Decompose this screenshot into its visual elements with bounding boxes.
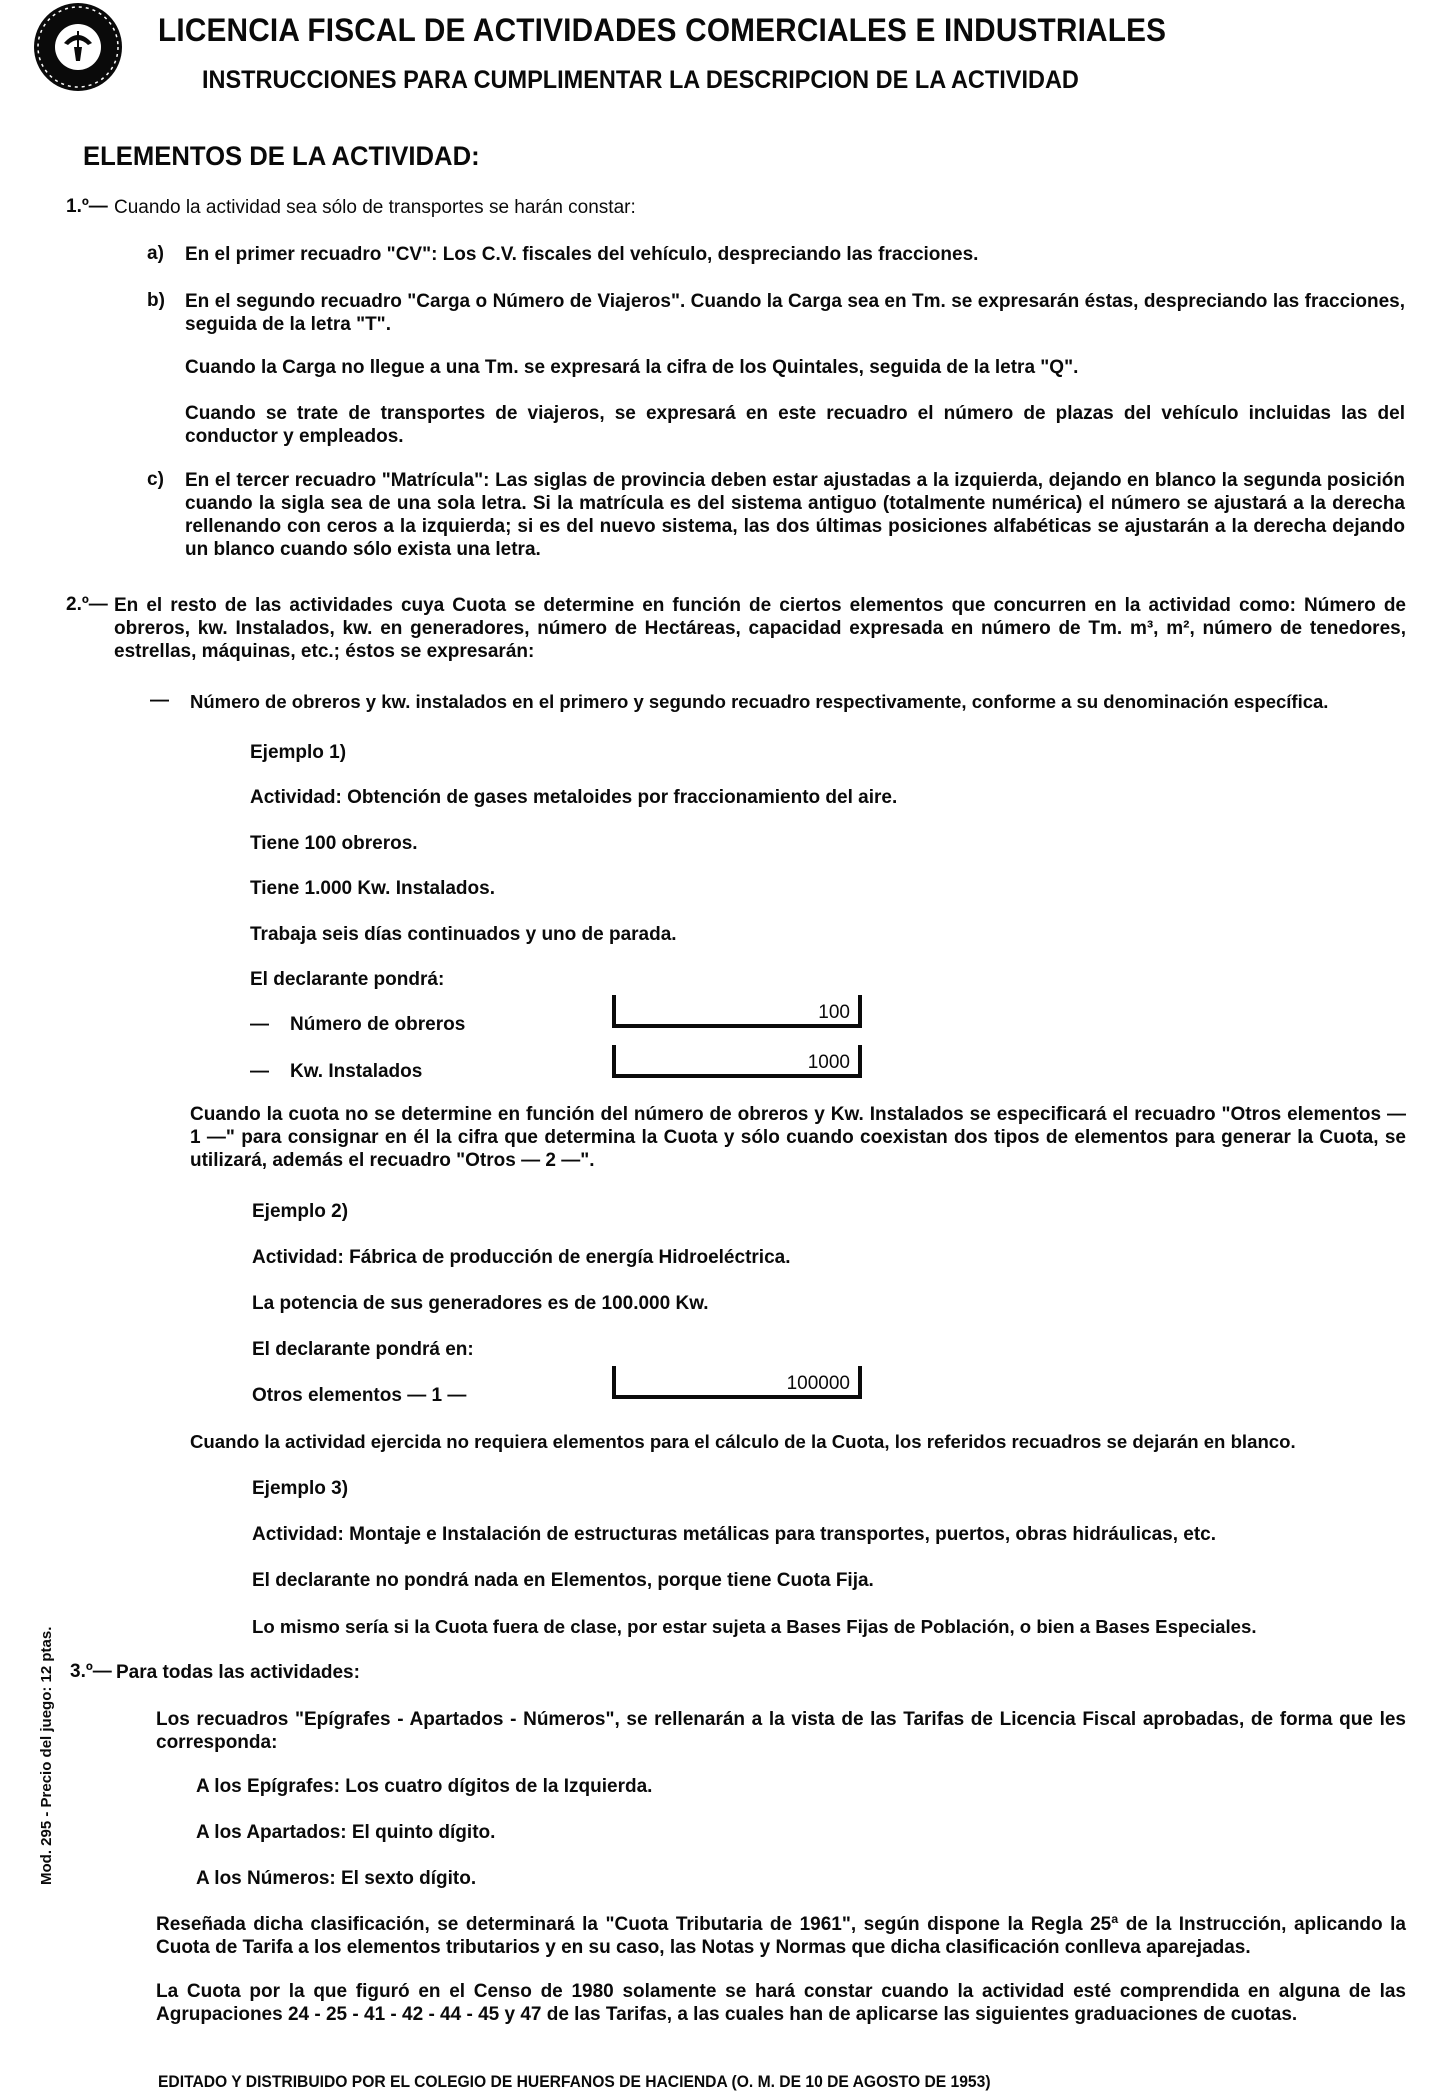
- field-label-otros: Otros elementos — 1 —: [252, 1385, 467, 1406]
- example-1-line2: Tiene 1.000 Kw. Instalados.: [250, 878, 495, 899]
- item-3-intro: Para todas las actividades:: [116, 1662, 360, 1683]
- item-1c-text: En el tercer recuadro "Matrícula": Las siglas de provincia deben estar ajustadas a la izquierda, dejando en blanco la segunda posición cuando la sigla sea de una sola letra. Si la matrícula es del sistema antiguo (totalmente numérica) el número se ajustará a la derecha rellenando con ceros a la izquierda; si es del nuevo sistema, las dos últimas posiciones alfabéticas se ajustarán a la derecha dejando un blanco cuando sólo exista una letra.: [185, 470, 1405, 560]
- item-3-p2: Reseñada dicha clasificación, se determinará la "Cuota Tributaria de 1961", según dispone la Regla 25ª de la Instrucción, aplicando la Cuota de Tarifa a los elementos tributarios y en su caso, las Notas y Normas que dicha clasificación conlleva aparejadas.: [156, 1914, 1406, 1958]
- item-1c-label: c): [147, 469, 164, 490]
- example-3-line2: Lo mismo sería si la Cuota fuera de clase, por estar sujeta a Bases Fijas de Población, o bien a Bases Especiales.: [252, 1616, 1257, 1637]
- item-2-number: 2.º—: [66, 594, 108, 615]
- example-2-line1: La potencia de sus generadores es de 100.000 Kw.: [252, 1293, 709, 1314]
- document-title: LICENCIA FISCAL DE ACTIVIDADES COMERCIALES E INDUSTRIALES: [158, 12, 1167, 48]
- item-3-line-epigrafes: A los Epígrafes: Los cuatro dígitos de la Izquierda.: [196, 1776, 653, 1797]
- field-box-kw: 1000: [612, 1045, 862, 1078]
- official-seal-icon: [34, 3, 122, 91]
- field-dash: —: [250, 1061, 269, 1082]
- footer-publisher: EDITADO Y DISTRIBUIDO POR EL COLEGIO DE HUERFANOS DE HACIENDA (O. M. DE 10 DE AGOSTO DE 1953): [158, 2072, 991, 2091]
- item-1a-text: En el primer recuadro "CV": Los C.V. fiscales del vehículo, despreciando las fracciones.: [185, 244, 979, 265]
- example-1-line1: Tiene 100 obreros.: [250, 833, 418, 854]
- example-1-title: Ejemplo 1): [250, 742, 347, 763]
- field-box-otros: 100000: [612, 1366, 862, 1399]
- item-1b-p2: Cuando la Carga no llegue a una Tm. se expresará la cifra de los Quintales, seguida de la letra "Q".: [185, 357, 1079, 378]
- field-label-kw: Kw. Instalados: [290, 1061, 423, 1082]
- example-3-line1: El declarante no pondrá nada en Elementos, porque tiene Cuota Fija.: [252, 1570, 874, 1591]
- item-1-intro: Cuando la actividad sea sólo de transportes se harán constar:: [114, 197, 636, 218]
- example-2-activity: Actividad: Fábrica de producción de energía Hidroeléctrica.: [252, 1247, 791, 1268]
- item-2-note2: Cuando la actividad ejercida no requiera elementos para el cálculo de la Cuota, los referidos recuadros se dejarán en blanco.: [190, 1431, 1296, 1452]
- example-1-line3: Trabaja seis días continuados y uno de parada.: [250, 924, 677, 945]
- side-note-price: Mod. 295 - Precio del juego: 12 ptas.: [38, 1626, 55, 1885]
- item-3-line-apartados: A los Apartados: El quinto dígito.: [196, 1822, 496, 1843]
- item-2-text: En el resto de las actividades cuya Cuota se determine en función de ciertos elementos que concurren en la actividad como: Número de obreros, kw. Instalados, kw. en generadores, número de Hectáreas, capacidad expresada en número de Tm. m³, m², número de tenedores, estrellas, máquinas, etc.; éstos se expresarán:: [114, 595, 1406, 662]
- example-3-activity: Actividad: Montaje e Instalación de estructuras metálicas para transportes, puertos, obras hidráulicas, etc.: [252, 1524, 1217, 1545]
- item-2-bullet: Número de obreros y kw. instalados en el primero y segundo recuadro respectivamente, conforme a su denominación específica.: [190, 691, 1329, 712]
- item-1b-label: b): [147, 290, 165, 311]
- document-subtitle: INSTRUCCIONES PARA CUMPLIMENTAR LA DESCRIPCION DE LA ACTIVIDAD: [202, 66, 1079, 94]
- field-dash: —: [250, 1014, 269, 1035]
- example-1-activity: Actividad: Obtención de gases metaloides por fraccionamiento del aire.: [250, 787, 898, 808]
- example-3-title: Ejemplo 3): [252, 1478, 349, 1499]
- item-2-dash: —: [150, 690, 169, 711]
- item-3-p3: La Cuota por la que figuró en el Censo de 1980 solamente se hará constar cuando la actividad esté comprendida en alguna de las Agrupaciones 24 - 25 - 41 - 42 - 44 - 45 y 47 de las Tarifas, a las cuales han de aplicarse las siguientes graduaciones de cuotas.: [156, 1981, 1406, 2025]
- item-3-text: Los recuadros "Epígrafes - Apartados - Números", se rellenarán a la vista de las Tarifas de Licencia Fiscal aprobadas, de forma que les corresponda:: [156, 1709, 1406, 1753]
- item-3-line-numeros: A los Números: El sexto dígito.: [196, 1868, 477, 1889]
- item-1b-text: En el segundo recuadro "Carga o Número de Viajeros". Cuando la Carga sea en Tm. se expresarán éstas, despreciando las fracciones, seguida de la letra "T".: [185, 291, 1405, 335]
- example-1-declarant: El declarante pondrá:: [250, 969, 445, 990]
- item-1a-label: a): [147, 243, 164, 264]
- item-1-number: 1.º—: [66, 196, 108, 217]
- field-label-obreros: Número de obreros: [290, 1014, 466, 1035]
- example-2-title: Ejemplo 2): [252, 1201, 349, 1222]
- example-2-declarant: El declarante pondrá en:: [252, 1339, 474, 1360]
- item-1b-p3: Cuando se trate de transportes de viajeros, se expresará en este recuadro el número de plazas del vehículo incluidas las del conductor y empleados.: [185, 403, 1405, 447]
- section-heading: ELEMENTOS DE LA ACTIVIDAD:: [83, 141, 480, 171]
- item-3-number: 3.º—: [70, 1661, 112, 1682]
- field-box-obreros: 100: [612, 995, 862, 1028]
- item-2-note1: Cuando la cuota no se determine en función del número de obreros y Kw. Instalados se especificará el recuadro "Otros elementos — 1 —" para consignar en él la cifra que determina la Cuota y sólo cuando coexistan dos tipos de elementos para generar la Cuota, se utilizará, además el recuadro "Otros — 2 —".: [190, 1104, 1406, 1171]
